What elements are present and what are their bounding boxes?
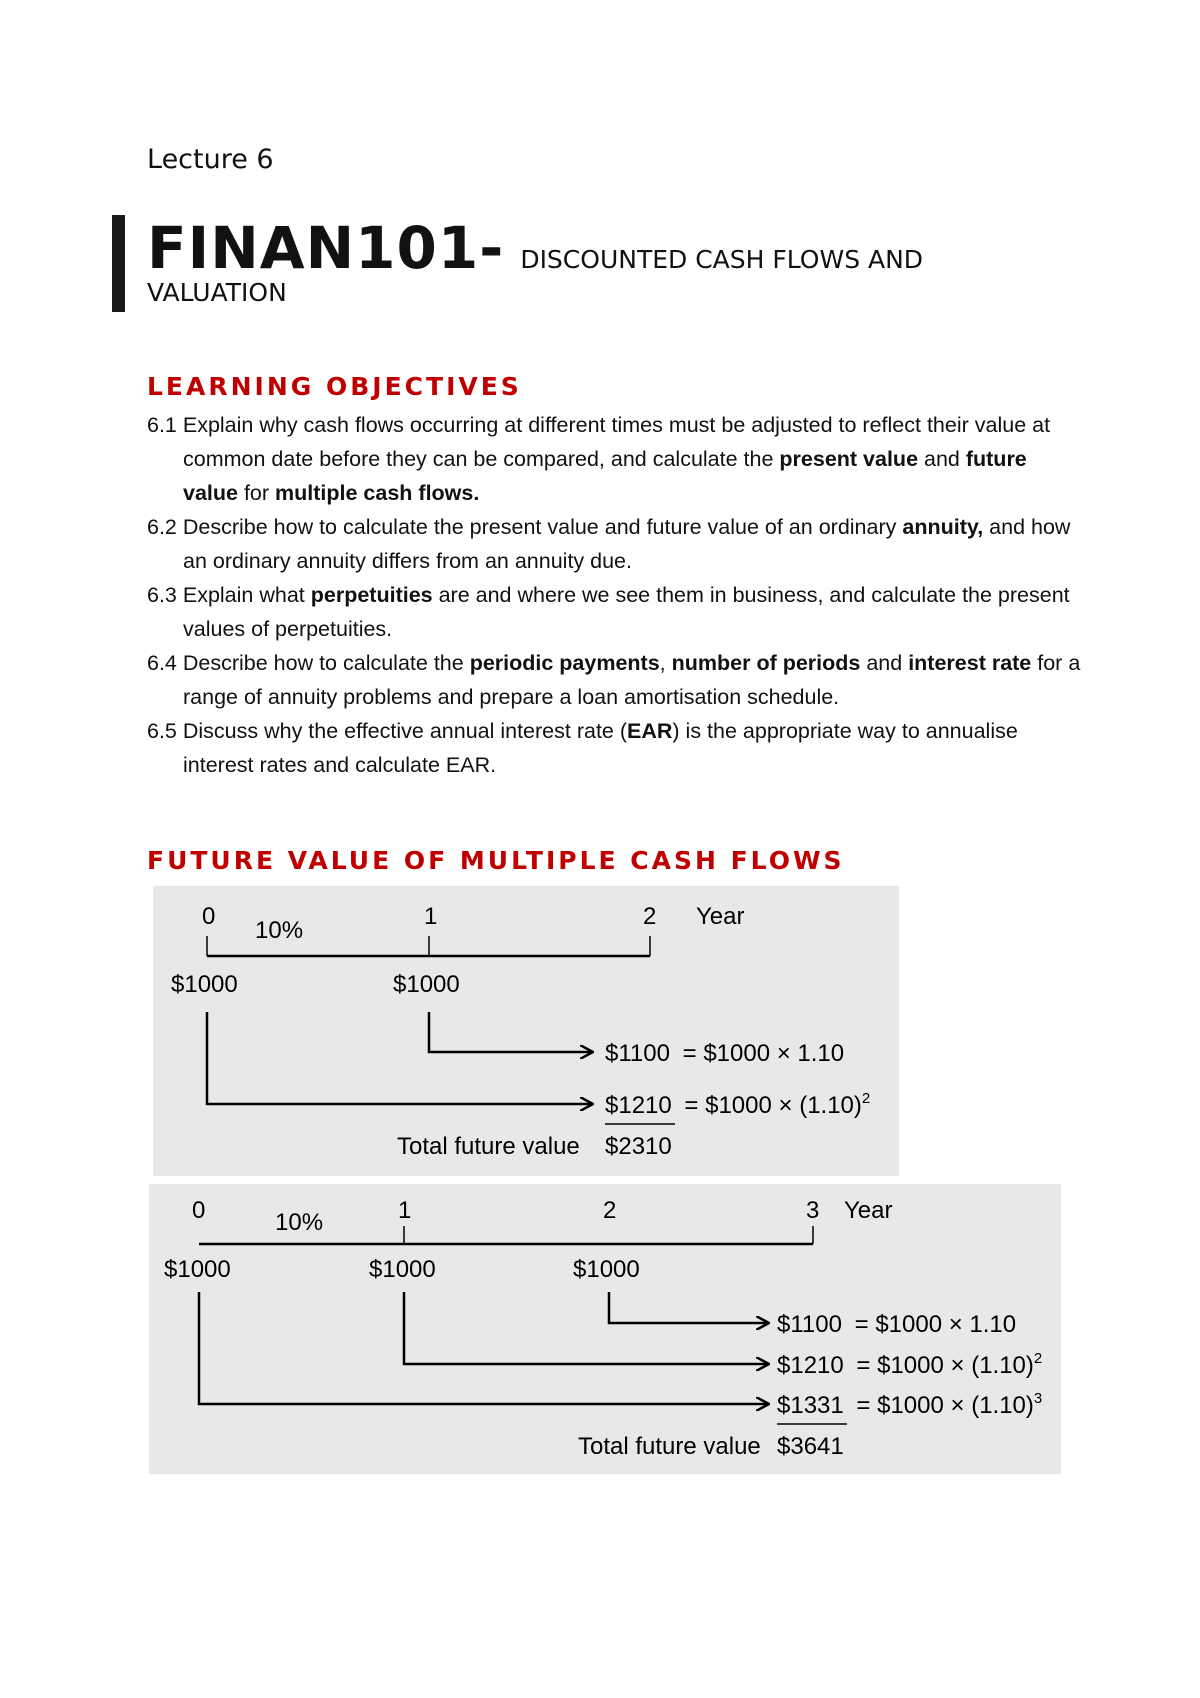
objective-key-term: number of periods: [671, 651, 861, 675]
course-code: FINAN101-: [147, 214, 505, 282]
objective-key-term: future value: [183, 447, 1027, 505]
objective-key-term: EAR: [627, 719, 673, 743]
fv-section-heading: FUTURE VALUE OF MULTIPLE CASH FLOWS: [147, 846, 845, 875]
objective-text: 6.1 Explain why cash flows occurring at different times must be adjusted to reflect their value at common date before they can be compared, and calculate the: [147, 413, 1051, 471]
cash-flow-2: $1000: [573, 1256, 640, 1283]
total-label: Total future value: [397, 1133, 580, 1160]
objectives-heading: LEARNING OBJECTIVES: [147, 372, 522, 401]
objective-key-term: multiple cash flows.: [275, 481, 480, 505]
objective-item: [147, 714, 1087, 782]
result-1-equation: = $1000 × 1.10: [682, 1040, 845, 1067]
year-0: 0: [192, 1197, 206, 1224]
rate-label: 10%: [255, 917, 304, 944]
result-3: [777, 1390, 1042, 1419]
result-1-value: $1100: [777, 1311, 842, 1338]
page-title: [147, 214, 1147, 307]
objective-item: [147, 646, 1087, 714]
objective-key-term: periodic payments: [469, 651, 660, 675]
objective-text: ) is the appropriate way to annualise interest rates and calculate EAR.: [183, 719, 1018, 777]
objective-text: 6.2 Describe how to calculate the present value and future value of an ordinary: [147, 515, 903, 539]
title-line-2: VALUATION: [147, 278, 287, 307]
objective-text: are and where we see them in business, and calculate the present values of perpetuities.: [183, 583, 1070, 641]
result-2-equation: = $1000 × (1.10): [856, 1352, 1034, 1379]
year-axis-label: Year: [844, 1197, 893, 1224]
cash-flow-1: $1000: [393, 971, 460, 998]
result-3-equation: = $1000 × (1.10): [856, 1392, 1034, 1419]
objective-text: for a range of annuity problems and prepare a loan amortisation schedule.: [183, 651, 1081, 709]
objective-item: [147, 510, 1087, 578]
objective-key-term: present value: [779, 447, 919, 471]
result-1: [605, 1040, 844, 1067]
year-2: 2: [643, 903, 657, 930]
title-accent-bar: [112, 215, 125, 312]
objective-text: 6.4 Describe how to calculate the: [147, 651, 470, 675]
year-0: 0: [202, 903, 216, 930]
objective-key-term: annuity,: [902, 515, 984, 539]
lecture-label: Lecture 6: [147, 144, 274, 175]
fv-diagram-two-years: [153, 886, 899, 1176]
result-2-value: $1210: [605, 1092, 672, 1119]
objective-text: 6.5 Discuss why the effective annual interest rate (: [147, 719, 628, 743]
objective-text: for: [237, 481, 276, 505]
rate-label: 10%: [275, 1209, 324, 1236]
total-label: Total future value: [578, 1433, 761, 1460]
result-1-value: $1100: [605, 1040, 670, 1067]
cash-flow-0: $1000: [164, 1256, 231, 1283]
objective-item: [147, 408, 1087, 510]
year-1: 1: [424, 903, 438, 930]
result-2-exponent: 2: [861, 1090, 871, 1107]
title-line-1: DISCOUNTED CASH FLOWS AND: [520, 245, 924, 274]
objective-item: [147, 578, 1087, 646]
fv-diagram-three-years: [149, 1184, 1061, 1474]
objective-text: 6.3 Explain what: [147, 583, 311, 607]
objective-text: ,: [659, 651, 672, 675]
result-2-equation: = $1000 × (1.10): [684, 1092, 862, 1119]
year-1: 1: [398, 1197, 412, 1224]
result-2: [605, 1090, 870, 1119]
result-1-equation: = $1000 × 1.10: [854, 1311, 1017, 1338]
total-value: $3641: [777, 1433, 844, 1460]
year-3: 3: [806, 1197, 820, 1224]
year-axis-label: Year: [696, 903, 745, 930]
result-2-exponent: 2: [1033, 1350, 1043, 1367]
objective-text: and: [918, 447, 966, 471]
result-3-exponent: 3: [1033, 1390, 1043, 1407]
result-2-value: $1210: [777, 1352, 844, 1379]
objective-text: and how an ordinary annuity differs from an annuity due.: [183, 515, 1071, 573]
total-value: $2310: [605, 1133, 672, 1160]
result-1: [777, 1311, 1016, 1338]
year-2: 2: [603, 1197, 617, 1224]
objective-key-term: interest rate: [908, 651, 1032, 675]
result-3-value: $1331: [777, 1392, 844, 1419]
cash-flow-1: $1000: [369, 1256, 436, 1283]
result-2: [777, 1350, 1042, 1379]
cash-flow-0: $1000: [171, 971, 238, 998]
objective-key-term: perpetuities: [310, 583, 433, 607]
objectives-list: [147, 408, 1087, 782]
objective-text: and: [860, 651, 909, 675]
